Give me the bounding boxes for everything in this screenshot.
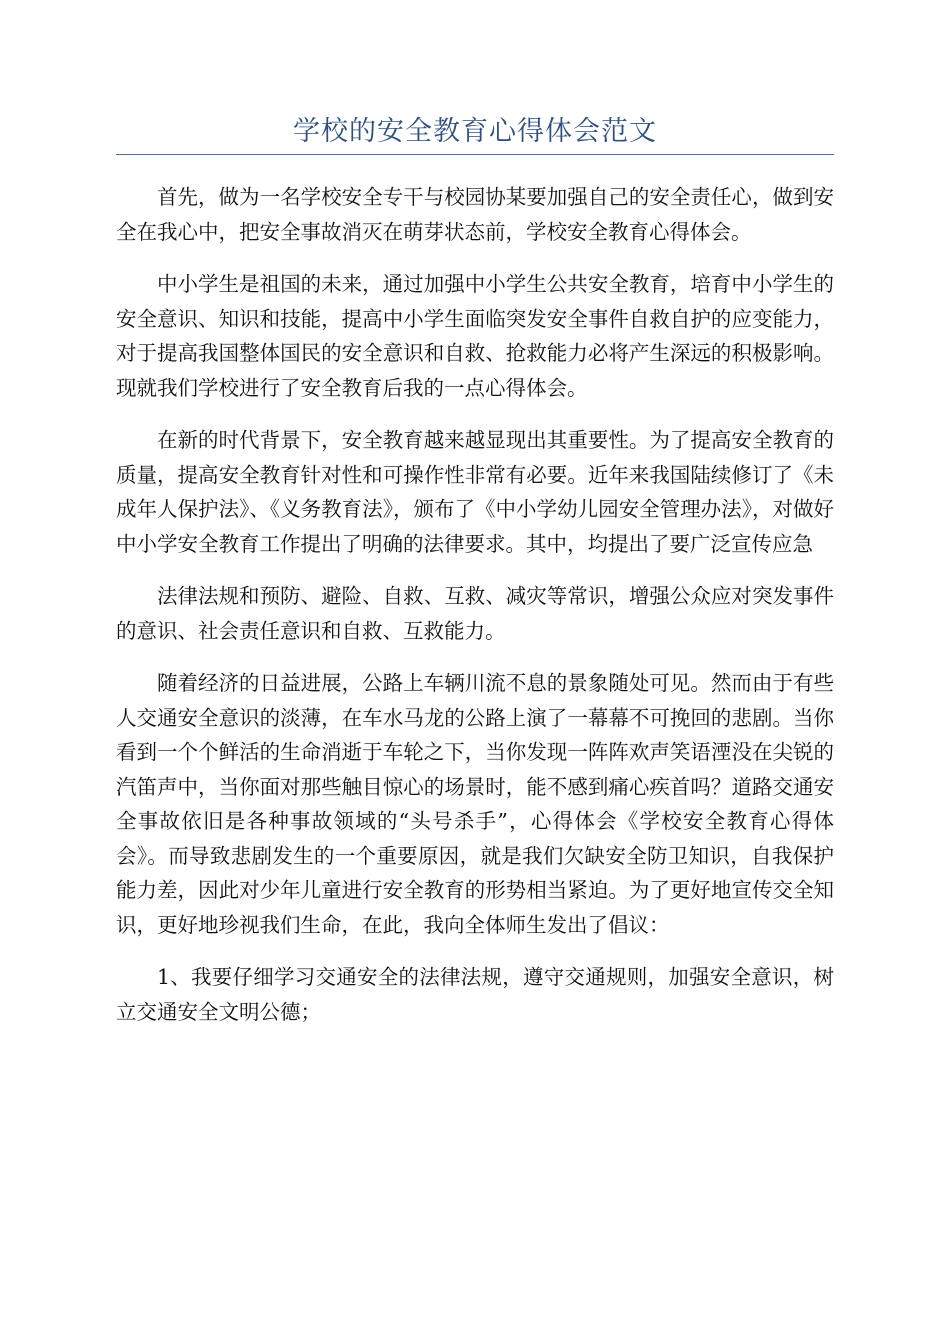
paragraph: 随着经济的日益进展，公路上车辆川流不息的景象随处可见。然而由于有些人交通安全意识的淡薄，在车水马龙的公路上演了一幕幕不可挽回的悲剧。当你看到一个个鲜活的生命消逝于车轮之下，当你发现一阵阵欢声笑语湮没在尖锐的汽笛声中，当你面对那些触目惊心的场景时，能不感到痛心疾首吗？道路交通安全事故依旧是各种事故领域的“头号杀手”，心得体会《学校安全教育心得体会》。而导致悲剧发生的一个重要原因，就是我们欠缺安全防卫知识，自我保护能力差，因此对少年儿童进行安全教育的形势相当紧迫。为了更好地宣传交全知识，更好地珍视我们生命，在此，我向全体师生发出了倡议：	[116, 671, 834, 937]
paragraph: 1、我要仔细学习交通安全的法律法规，遵守交通规则，加强安全意识，树立交通安全文明公德；	[116, 965, 834, 1024]
paragraph: 法律法规和预防、避险、自救、互救、减灾等常识，增强公众应对突发事件的意识、社会责任意识和自救、互救能力。	[116, 584, 834, 643]
document-body	[116, 180, 834, 1047]
title-underline	[116, 154, 834, 155]
paragraph: 在新的时代背景下，安全教育越来越显现出其重要性。为了提高安全教育的质量，提高安全教育针对性和可操作性非常有必要。近年来我国陆续修订了《未成年人保护法》、《义务教育法》，颁布了《中小学幼儿园安全管理办法》，对做好中小学安全教育工作提出了明确的法律要求。其中，均提出了要广泛宣传应急	[116, 428, 834, 556]
paragraph: 中小学生是祖国的未来，通过加强中小学生公共安全教育，培育中小学生的安全意识、知识和技能，提高中小学生面临突发安全事件自救自护的应变能力，对于提高我国整体国民的安全意识和自救、抢救能力必将产生深远的积极影响。现就我们学校进行了安全教育后我的一点心得体会。	[116, 272, 834, 400]
paragraph: 首先，做为一名学校安全专干与校园协某要加强自己的安全责任心，做到安全在我心中，把安全事故消灭在萌芽状态前，学校安全教育心得体会。	[116, 185, 834, 244]
document-title: 学校的安全教育心得体会范文	[293, 116, 657, 147]
